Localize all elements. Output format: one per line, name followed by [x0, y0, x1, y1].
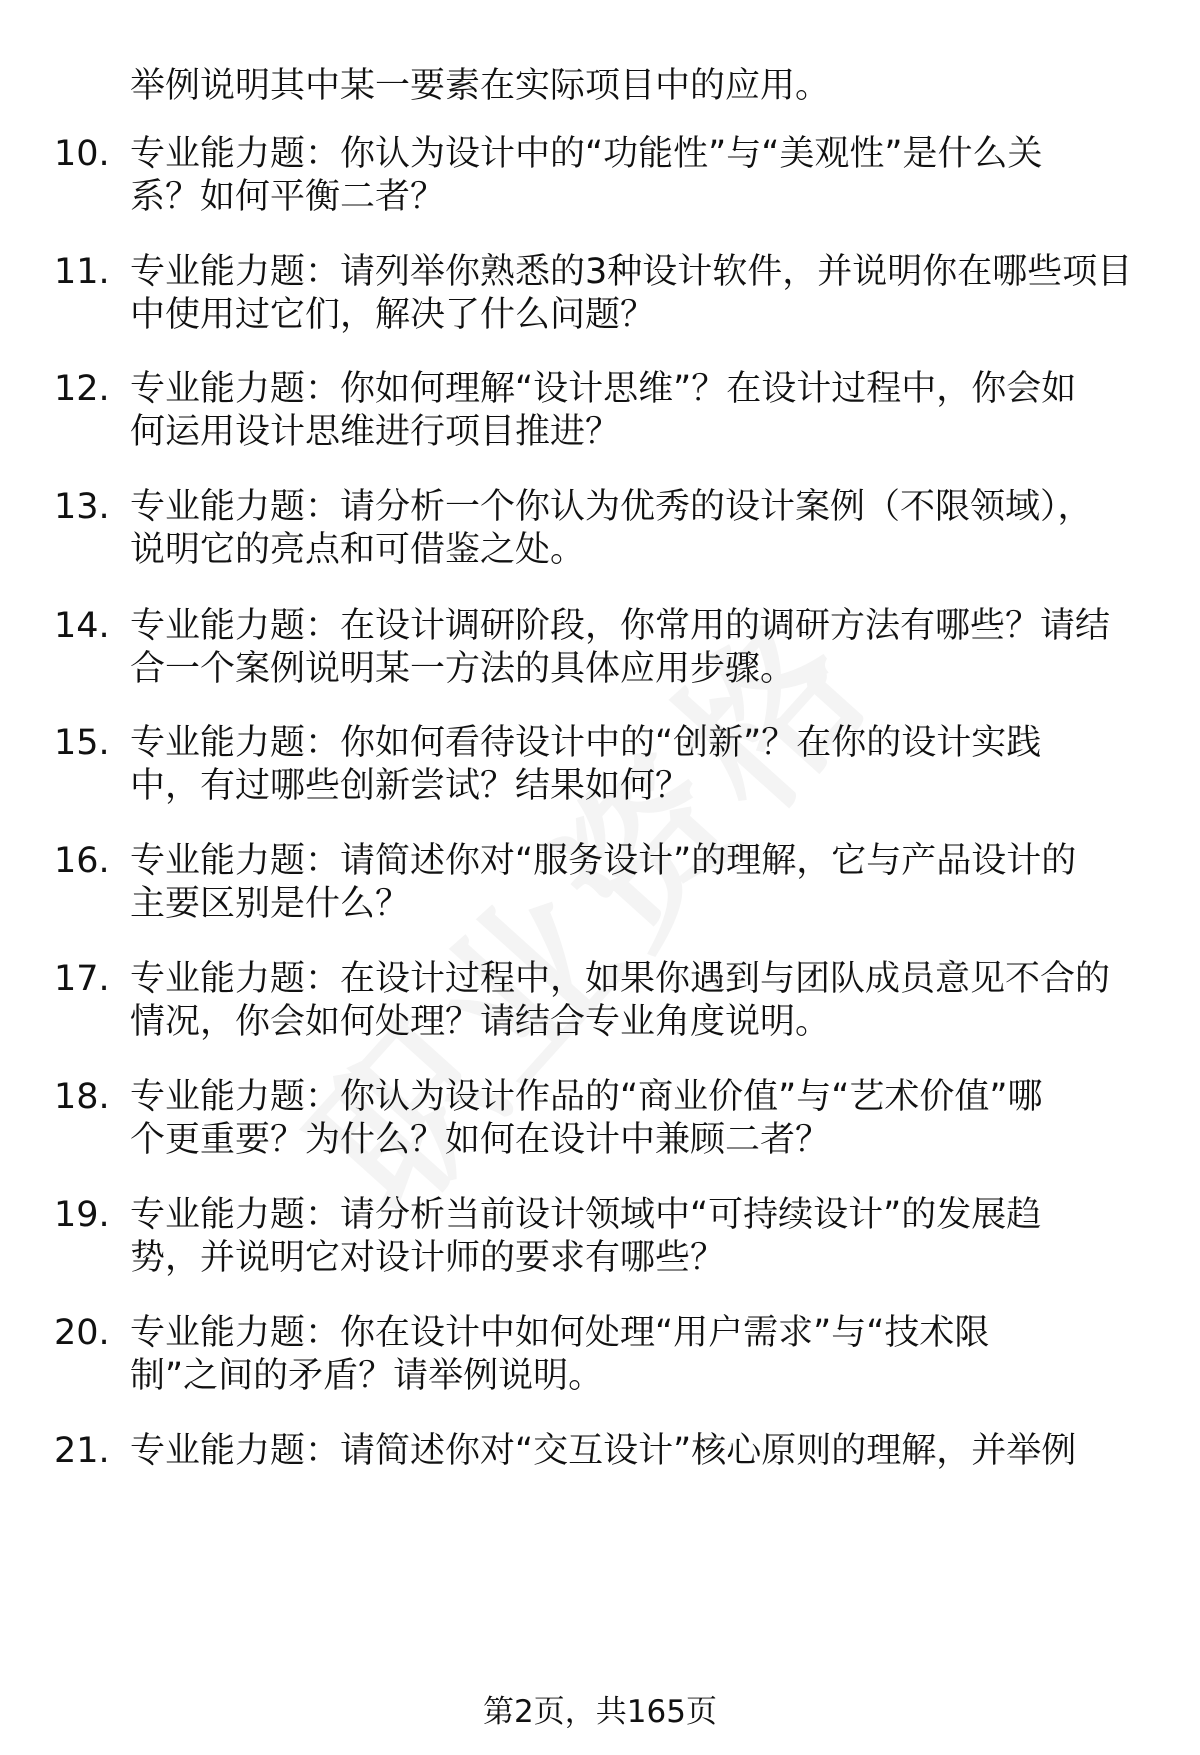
question-number: 12.: [54, 369, 110, 409]
question-text-line-1: 专业能力题：你如何看待设计中的“创新”？在你的设计实践: [130, 723, 1042, 763]
page-footer: 第2页，共165页: [483, 1694, 717, 1730]
question-text-line-1: 专业能力题：你认为设计中的“功能性”与“美观性”是什么关: [130, 134, 1043, 174]
question-text-line-2: 制”之间的矛盾？请举例说明。: [130, 1356, 604, 1396]
question-text-line-2: 情况，你会如何处理？请结合专业角度说明。: [130, 1002, 831, 1042]
question-number: 20.: [54, 1313, 110, 1353]
question-text-line-1: 专业能力题：请分析当前设计领域中“可持续设计”的发展趋: [130, 1195, 1042, 1235]
question-number: 14.: [54, 606, 110, 646]
question-text-line-2: 系？如何平衡二者？: [130, 177, 446, 217]
question-text-line-1: 专业能力题：请简述你对“交互设计”核心原则的理解，并举例: [130, 1431, 1077, 1471]
question-number: 17.: [54, 959, 110, 999]
continuation-line: 举例说明其中某一要素在实际项目中的应用。: [130, 66, 831, 106]
question-text-line-2: 个更重要？为什么？如何在设计中兼顾二者？: [130, 1120, 831, 1160]
question-text-line-2: 主要区别是什么？: [130, 884, 411, 924]
question-text-line-1: 专业能力题：请列举你熟悉的3种设计软件，并说明你在哪些项目: [130, 252, 1133, 292]
question-text-line-1: 专业能力题：你如何理解“设计思维”？在设计过程中，你会如: [130, 369, 1077, 409]
question-number: 10.: [54, 134, 110, 174]
question-text-line-2: 何运用设计思维进行项目推进？: [130, 412, 621, 452]
question-text-line-1: 专业能力题：你在设计中如何处理“用户需求”与“技术限: [130, 1313, 990, 1353]
question-text-line-2: 势，并说明它对设计师的要求有哪些？: [130, 1238, 726, 1278]
question-number: 13.: [54, 487, 110, 527]
question-number: 16.: [54, 841, 110, 881]
question-text-line-2: 合一个案例说明某一方法的具体应用步骤。: [130, 649, 796, 689]
question-text-line-1: 专业能力题：你认为设计作品的“商业价值”与“艺术价值”哪: [130, 1077, 1043, 1117]
question-text-line-2: 中，有过哪些创新尝试？结果如何？: [130, 766, 691, 806]
question-text-line-2: 中使用过它们，解决了什么问题？: [130, 295, 656, 335]
question-text-line-1: 专业能力题：请分析一个你认为优秀的设计案例（不限领域），: [130, 487, 1093, 527]
question-text-line-1: 专业能力题：请简述你对“服务设计”的理解，它与产品设计的: [130, 841, 1077, 881]
question-text-line-2: 说明它的亮点和可借鉴之处。: [130, 530, 586, 570]
question-text-line-1: 专业能力题：在设计过程中，如果你遇到与团队成员意见不合的: [130, 959, 1111, 999]
question-number: 19.: [54, 1195, 110, 1235]
question-number: 21.: [54, 1431, 110, 1471]
question-number: 15.: [54, 723, 110, 763]
question-text-line-1: 专业能力题：在设计调研阶段，你常用的调研方法有哪些？请结: [130, 606, 1111, 646]
question-number: 11.: [54, 252, 110, 292]
question-number: 18.: [54, 1077, 110, 1117]
